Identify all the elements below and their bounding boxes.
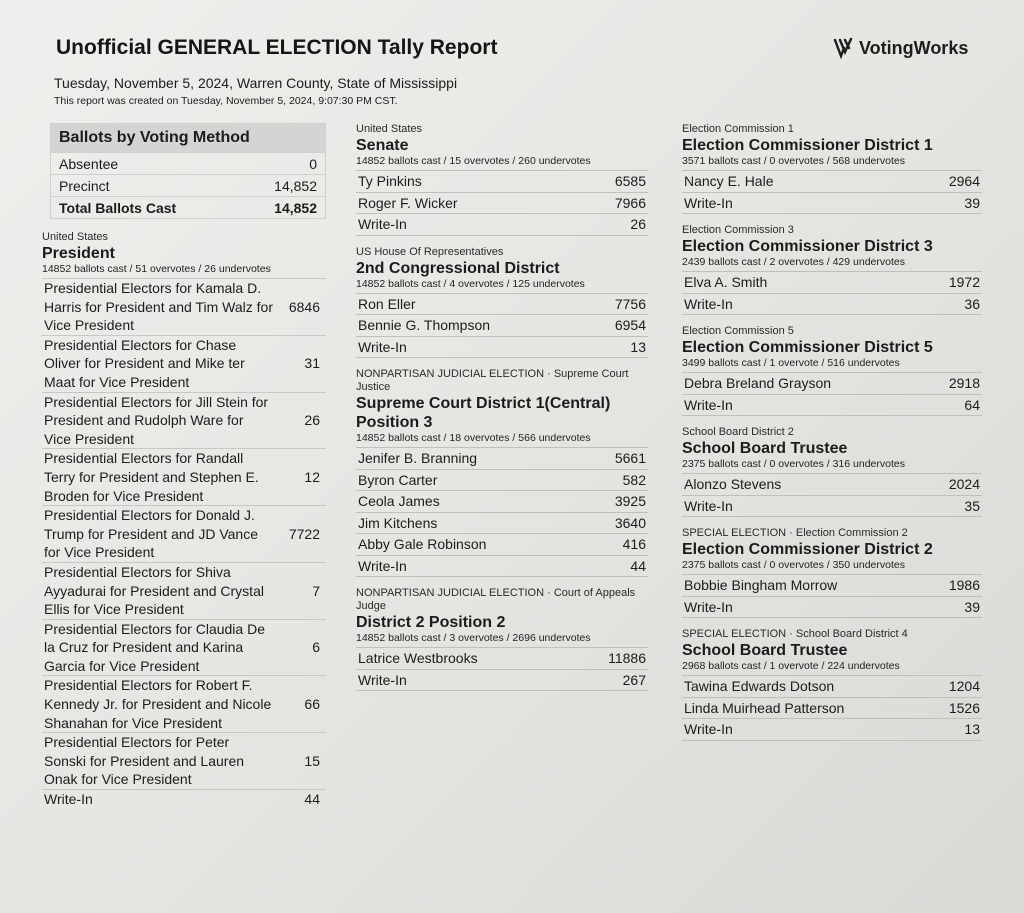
method-value: 0	[309, 156, 317, 172]
contest-stats: 14852 ballots cast / 4 overvotes / 125 undervotes	[356, 277, 585, 290]
candidate-votes: 2918	[948, 375, 980, 391]
contest-type: SPECIAL ELECTION · School Board District 4	[682, 628, 908, 640]
contest	[682, 224, 982, 315]
candidate-row	[356, 447, 648, 469]
candidate-name: Write-In	[684, 721, 733, 737]
candidate-votes: 11886	[608, 650, 646, 666]
contest	[356, 123, 648, 236]
candidate-name: Ceola James	[358, 493, 440, 509]
candidate-name: Abby Gale Robinson	[358, 536, 487, 552]
contest-stats: 3571 ballots cast / 0 overvotes / 568 undervotes	[682, 155, 905, 167]
candidate-row	[42, 335, 326, 392]
candidate-name: Write-In	[684, 396, 733, 413]
candidate-row	[356, 336, 648, 359]
contest-name: School Board Trustee	[682, 440, 848, 457]
candidate-row	[356, 192, 648, 214]
method-value: 14,852	[274, 200, 317, 216]
candidate-votes: 35	[964, 497, 980, 514]
candidate-name: Alonzo Stevens	[684, 476, 782, 492]
candidate-votes: 39	[964, 598, 980, 615]
voting-method-row	[51, 152, 325, 174]
candidate-row	[42, 278, 326, 335]
candidate-row	[356, 533, 648, 555]
candidate-name: Write-In	[358, 338, 407, 355]
candidate-votes: 64	[964, 396, 980, 413]
candidate-votes: 582	[622, 471, 646, 488]
candidate-votes: 6	[312, 639, 320, 656]
candidate-row	[682, 192, 982, 215]
candidate-name: Tawina Edwards Dotson	[684, 678, 835, 694]
candidate-votes: 3925	[614, 493, 646, 509]
candidate-row	[356, 469, 648, 491]
candidate-name: Write-In	[44, 791, 93, 808]
candidate-row	[356, 213, 648, 236]
contest-name: 2nd Congressional District	[356, 259, 560, 277]
candidate-row	[682, 495, 982, 518]
report-title: Unofficial GENERAL ELECTION Tally Report	[56, 36, 498, 59]
candidate-name: Linda Muirhead Patterson	[684, 699, 845, 716]
contest	[682, 325, 982, 416]
candidate-name: Write-In	[684, 295, 733, 312]
logo-text: VotingWorks	[859, 37, 969, 58]
contest-name: Election Commissioner District 3	[682, 238, 933, 255]
candidate-votes: 26	[304, 412, 320, 429]
candidate-row	[682, 473, 982, 495]
candidate-row	[356, 490, 648, 512]
candidate-row	[356, 512, 648, 534]
contest-stats: 2375 ballots cast / 0 overvotes / 350 undervotes	[682, 559, 905, 571]
contest-name: President	[42, 245, 115, 262]
candidate-name: Write-In	[684, 497, 733, 514]
candidate-votes: 6954	[614, 317, 646, 333]
candidate-votes: 13	[630, 338, 646, 355]
candidate-row	[42, 675, 326, 732]
candidate-row	[682, 574, 982, 596]
candidate-name: Bobbie Bingham Morrow	[684, 577, 838, 593]
contest-type: Election Commission 3	[682, 224, 794, 236]
candidate-votes: 44	[630, 557, 646, 574]
candidate-row	[42, 448, 326, 505]
contest	[356, 368, 648, 577]
candidate-name: Presidential Electors for Claudia De la Cruz for President and Karina Garcia for Vice President	[44, 620, 265, 674]
method-label: Absentee	[59, 156, 119, 172]
report-subtitle: Tuesday, November 5, 2024, Warren County, State of Mississippi	[54, 75, 458, 91]
contest-stats: 14852 ballots cast / 51 overvotes / 26 undervotes	[42, 263, 271, 275]
contest-type: Election Commission 5	[682, 325, 794, 337]
candidate-votes: 44	[304, 791, 320, 808]
contest-name: Election Commissioner District 1	[682, 137, 933, 154]
candidate-row	[356, 647, 648, 669]
voting-method-row	[51, 174, 325, 196]
candidate-votes: 1986	[948, 577, 980, 593]
contest-name: School Board Trustee	[682, 642, 848, 659]
candidate-name: Write-In	[358, 671, 407, 688]
column-1	[36, 123, 326, 819]
contest-type: United States	[42, 231, 109, 243]
candidate-votes: 1972	[948, 274, 980, 290]
contest-type: Election Commission 1	[682, 123, 794, 135]
candidate-row	[682, 718, 982, 741]
candidate-name: Presidential Electors for Robert F. Kennedy Jr. for President and Nicole Shanahan for Vice President	[44, 677, 272, 731]
candidate-votes: 12	[304, 468, 320, 485]
candidate-votes: 6846	[288, 298, 320, 315]
candidate-name: Jenifer B. Branning	[358, 450, 478, 466]
candidate-name: Nancy E. Hale	[684, 173, 774, 189]
contest-stats: 2968 ballots cast / 1 overvote / 224 undervotes	[682, 660, 900, 672]
candidate-name: Presidential Electors for Shiva Ayyadurai for President and Crystal Ellis for Vice President	[44, 563, 264, 618]
contest-name: Senate	[356, 137, 409, 154]
candidate-votes: 7966	[614, 194, 646, 211]
contest	[356, 246, 648, 359]
candidate-name: Byron Carter	[358, 471, 438, 488]
candidate-votes: 5661	[614, 450, 646, 466]
candidate-row	[682, 675, 982, 697]
candidate-row	[42, 732, 326, 789]
candidate-row	[42, 619, 326, 676]
contest	[682, 527, 982, 618]
candidate-name: Ron Eller	[358, 295, 416, 312]
contest-type: SPECIAL ELECTION · Election Commission 2	[682, 527, 908, 539]
candidate-votes: 416	[622, 536, 646, 552]
candidate-row	[356, 314, 648, 336]
method-label: Precinct	[59, 178, 110, 194]
voting-method-box	[50, 123, 326, 219]
contest-stats: 14852 ballots cast / 15 overvotes / 260 undervotes	[356, 155, 591, 167]
contest-stats: 14852 ballots cast / 3 overvotes / 2696 undervotes	[356, 632, 591, 644]
candidate-votes: 2964	[948, 173, 980, 189]
contest	[356, 587, 648, 691]
voting-method-heading: Ballots by Voting Method	[51, 124, 325, 152]
voting-method-total-row	[51, 196, 325, 218]
contest-type: School Board District 2	[682, 426, 794, 438]
candidate-row	[42, 392, 326, 449]
candidate-votes: 26	[630, 216, 646, 232]
method-value: 14,852	[274, 178, 317, 194]
candidate-row	[682, 697, 982, 719]
candidate-name: Write-In	[358, 557, 407, 574]
contest	[682, 426, 982, 517]
column-2	[356, 123, 648, 701]
contest-type: United States	[356, 123, 423, 135]
candidate-votes: 267	[622, 671, 646, 688]
candidate-row	[682, 293, 982, 316]
votingworks-logo	[833, 36, 968, 60]
candidate-row	[42, 789, 326, 809]
candidate-name: Presidential Electors for Jill Stein for President and Rudolph Ware for Vice President	[44, 393, 269, 447]
candidate-name: Presidential Electors for Donald J. Trump for President and JD Vance for Vice President	[44, 507, 258, 561]
candidate-name: Presidential Electors for Peter Sonski for President and Lauren Onak for Vice President	[44, 734, 245, 788]
contest-stats: 3499 ballots cast / 1 overvote / 516 undervotes	[682, 357, 900, 369]
candidate-votes: 1204	[948, 678, 980, 694]
contest	[682, 628, 982, 741]
candidate-name: Debra Breland Grayson	[684, 375, 832, 391]
votingworks-logo-icon	[833, 36, 857, 60]
contest-name: Election Commissioner District 5	[682, 339, 933, 356]
contest-stats: 2439 ballots cast / 2 overvotes / 429 undervotes	[682, 256, 905, 268]
candidate-name: Presidential Electors for Randall Terry for President and Stephen E. Broden for Vice President	[44, 450, 259, 504]
candidate-row	[682, 596, 982, 619]
candidate-name: Bennie G. Thompson	[358, 317, 491, 333]
contest-name: District 2 Position 2	[356, 614, 506, 631]
candidate-row	[356, 170, 648, 192]
candidate-name: Elva A. Smith	[684, 274, 768, 290]
candidate-votes: 1526	[948, 699, 980, 716]
candidate-name: Presidential Electors for Chase Oliver for President and Mike ter Maat for Vice President	[44, 336, 245, 390]
candidate-name: Write-In	[358, 216, 407, 232]
contest-stats: 14852 ballots cast / 18 overvotes / 566 undervotes	[356, 432, 591, 444]
candidate-votes: 3640	[614, 514, 646, 531]
contest-president	[42, 231, 326, 809]
candidate-name: Write-In	[684, 194, 733, 211]
candidate-votes: 6585	[614, 173, 646, 189]
candidate-row	[42, 562, 326, 619]
candidate-name: Ty Pinkins	[358, 173, 422, 189]
contest	[682, 123, 982, 214]
candidate-votes: 13	[964, 721, 980, 737]
report-created-note: This report was created on Tuesday, November 5, 2024, 9:07:30 PM CST.	[54, 95, 398, 107]
candidate-votes: 2024	[948, 476, 980, 492]
candidate-row	[356, 293, 648, 315]
candidate-name: Roger F. Wicker	[358, 194, 458, 211]
candidate-votes: 7	[312, 582, 320, 599]
contest-name: Supreme Court District 1(Central) Position 3	[356, 395, 611, 431]
contest-name: Election Commissioner District 2	[682, 541, 933, 558]
candidate-votes: 31	[304, 355, 320, 372]
candidate-votes: 15	[304, 752, 320, 769]
method-label: Total Ballots Cast	[59, 200, 177, 216]
candidate-row	[682, 271, 982, 293]
candidate-row	[682, 170, 982, 192]
candidate-votes: 7722	[288, 525, 320, 542]
candidate-row	[682, 372, 982, 394]
contest-type: NONPARTISAN JUDICIAL ELECTION · Supreme Court Justice	[356, 368, 629, 393]
candidate-row	[356, 555, 648, 578]
candidate-row	[682, 394, 982, 417]
column-3	[682, 123, 982, 751]
contest-stats: 2375 ballots cast / 0 overvotes / 316 undervotes	[682, 458, 905, 470]
contest-type: NONPARTISAN JUDICIAL ELECTION · Court of Appeals Judge	[356, 587, 636, 612]
candidate-votes: 39	[964, 194, 980, 211]
candidate-name: Presidential Electors for Kamala D. Harris for President and Tim Walz for Vice President	[44, 280, 273, 334]
candidate-name: Jim Kitchens	[358, 514, 438, 531]
candidate-votes: 36	[964, 295, 980, 312]
candidate-name: Write-In	[684, 598, 733, 615]
candidate-row	[356, 669, 648, 692]
candidate-votes: 66	[304, 696, 320, 713]
candidate-votes: 7756	[614, 295, 646, 312]
contest-type: US House Of Representatives	[356, 245, 504, 258]
candidate-row	[42, 505, 326, 562]
candidate-name: Latrice Westbrooks	[358, 650, 478, 666]
